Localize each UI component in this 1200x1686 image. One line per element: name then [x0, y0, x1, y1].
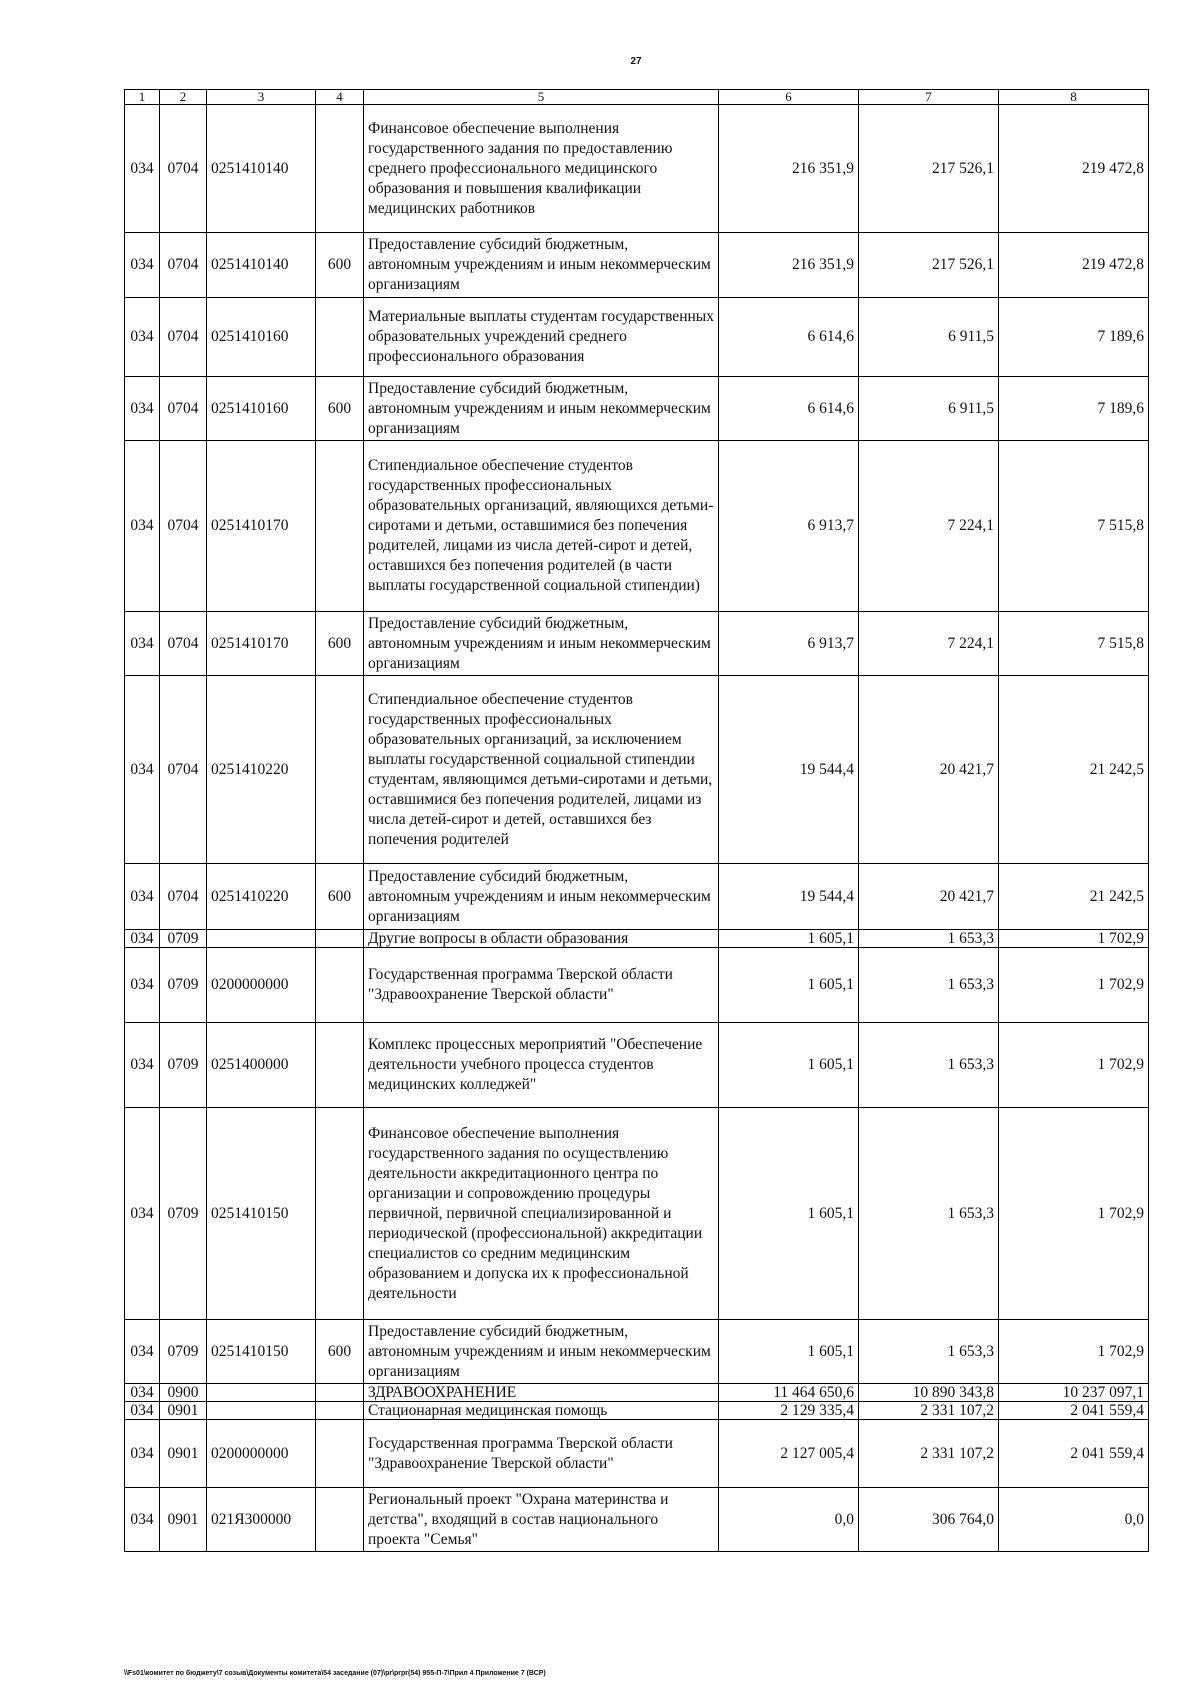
cell-amount-1: 1 605,1 [719, 1023, 859, 1108]
cell-target-item [207, 1384, 316, 1402]
cell-expense-type [316, 298, 364, 377]
cell-ministry: 034 [125, 1488, 160, 1552]
table-row [125, 441, 1149, 612]
cell-ministry: 034 [125, 441, 160, 612]
cell-amount-3: 219 472,8 [999, 105, 1149, 233]
cell-amount-1: 6 614,6 [719, 298, 859, 377]
cell-target-item: 0251410170 [207, 441, 316, 612]
cell-target-item: 0251410140 [207, 105, 316, 233]
cell-expense-type [316, 1023, 364, 1108]
cell-amount-3: 21 242,5 [999, 676, 1149, 864]
cell-ministry: 034 [125, 1402, 160, 1420]
cell-section: 0704 [160, 377, 207, 441]
cell-amount-2: 217 526,1 [859, 233, 999, 298]
cell-amount-2: 10 890 343,8 [859, 1384, 999, 1402]
cell-amount-1: 19 544,4 [719, 864, 859, 930]
cell-description: Материальные выплаты студентам государственных образовательных учреждений среднего профессионального образования [364, 298, 719, 377]
cell-section: 0704 [160, 233, 207, 298]
cell-ministry: 034 [125, 298, 160, 377]
table-row [125, 298, 1149, 377]
table-row [125, 612, 1149, 676]
cell-amount-1: 19 544,4 [719, 676, 859, 864]
cell-ministry: 034 [125, 612, 160, 676]
cell-amount-1: 1 605,1 [719, 948, 859, 1023]
cell-ministry: 034 [125, 105, 160, 233]
cell-amount-3: 219 472,8 [999, 233, 1149, 298]
cell-description: Другие вопросы в области образования [364, 930, 719, 948]
cell-section: 0709 [160, 930, 207, 948]
cell-expense-type [316, 1402, 364, 1420]
cell-target-item: 0251410150 [207, 1320, 316, 1384]
cell-expense-type [316, 1384, 364, 1402]
cell-amount-1: 6 614,6 [719, 377, 859, 441]
cell-amount-3: 1 702,9 [999, 1023, 1149, 1108]
table-row [125, 1023, 1149, 1108]
cell-amount-2: 1 653,3 [859, 1023, 999, 1108]
cell-target-item: 0251410140 [207, 233, 316, 298]
file-path-footer: \\Fs01\комитет по бюджету\7 созыв\Документы комитета\54 заседание (07)\pr\prpr(54) 955-П-7\Прил 4 Приложение 7 (ВСР) [124, 1670, 546, 1677]
cell-ministry: 034 [125, 1023, 160, 1108]
header-cell: 4 [316, 90, 364, 105]
budget-table [124, 89, 1149, 1552]
cell-amount-2: 1 653,3 [859, 1320, 999, 1384]
cell-description: Государственная программа Тверской области "Здравоохранение Тверской области" [364, 948, 719, 1023]
cell-amount-2: 20 421,7 [859, 864, 999, 930]
cell-amount-2: 1 653,3 [859, 1108, 999, 1320]
cell-target-item [207, 1402, 316, 1420]
header-cell: 3 [207, 90, 316, 105]
cell-amount-1: 6 913,7 [719, 612, 859, 676]
cell-target-item: 0251410220 [207, 864, 316, 930]
cell-target-item [207, 930, 316, 948]
cell-description: Комплекс процессных мероприятий "Обеспечение деятельности учебного процесса студентов медицинских колледжей" [364, 1023, 719, 1108]
cell-ministry: 034 [125, 864, 160, 930]
cell-section: 0901 [160, 1488, 207, 1552]
cell-amount-2: 7 224,1 [859, 441, 999, 612]
cell-amount-1: 216 351,9 [719, 233, 859, 298]
header-row [125, 90, 1149, 105]
cell-amount-3: 0,0 [999, 1488, 1149, 1552]
cell-ministry: 034 [125, 377, 160, 441]
cell-amount-1: 1 605,1 [719, 1108, 859, 1320]
table-row [125, 1488, 1149, 1552]
table-row [125, 1384, 1149, 1402]
table-row [125, 676, 1149, 864]
cell-amount-3: 10 237 097,1 [999, 1384, 1149, 1402]
cell-target-item: 0200000000 [207, 1420, 316, 1488]
cell-amount-1: 1 605,1 [719, 930, 859, 948]
cell-target-item: 0251400000 [207, 1023, 316, 1108]
cell-section: 0704 [160, 105, 207, 233]
cell-description: ЗДРАВООХРАНЕНИЕ [364, 1384, 719, 1402]
cell-amount-2: 7 224,1 [859, 612, 999, 676]
cell-amount-1: 0,0 [719, 1488, 859, 1552]
table-row [125, 377, 1149, 441]
cell-section: 0704 [160, 864, 207, 930]
cell-amount-3: 7 189,6 [999, 377, 1149, 441]
cell-section: 0709 [160, 1108, 207, 1320]
cell-section: 0709 [160, 1320, 207, 1384]
cell-section: 0709 [160, 948, 207, 1023]
table-row [125, 864, 1149, 930]
cell-amount-2: 2 331 107,2 [859, 1402, 999, 1420]
cell-description: Региональный проект "Охрана материнства и детства", входящий в состав национального проекта "Семья" [364, 1488, 719, 1552]
header-cell: 6 [719, 90, 859, 105]
cell-amount-2: 1 653,3 [859, 948, 999, 1023]
cell-expense-type: 600 [316, 233, 364, 298]
cell-expense-type: 600 [316, 864, 364, 930]
cell-amount-3: 2 041 559,4 [999, 1420, 1149, 1488]
header-cell: 2 [160, 90, 207, 105]
cell-ministry: 034 [125, 1320, 160, 1384]
cell-target-item: 0251410170 [207, 612, 316, 676]
cell-target-item: 0251410160 [207, 377, 316, 441]
table-row [125, 105, 1149, 233]
cell-expense-type: 600 [316, 1320, 364, 1384]
table-row [125, 948, 1149, 1023]
cell-amount-1: 1 605,1 [719, 1320, 859, 1384]
cell-amount-2: 20 421,7 [859, 676, 999, 864]
header-cell: 5 [364, 90, 719, 105]
cell-expense-type [316, 948, 364, 1023]
header-cell: 1 [125, 90, 160, 105]
cell-amount-2: 6 911,5 [859, 298, 999, 377]
cell-amount-3: 2 041 559,4 [999, 1402, 1149, 1420]
cell-ministry: 034 [125, 676, 160, 864]
cell-amount-1: 6 913,7 [719, 441, 859, 612]
cell-amount-3: 1 702,9 [999, 1320, 1149, 1384]
table-row [125, 233, 1149, 298]
cell-expense-type: 600 [316, 377, 364, 441]
cell-target-item: 021Я300000 [207, 1488, 316, 1552]
cell-target-item: 0251410220 [207, 676, 316, 864]
cell-amount-3: 7 189,6 [999, 298, 1149, 377]
cell-section: 0901 [160, 1420, 207, 1488]
cell-ministry: 034 [125, 948, 160, 1023]
cell-amount-2: 1 653,3 [859, 930, 999, 948]
cell-amount-2: 6 911,5 [859, 377, 999, 441]
cell-ministry: 034 [125, 233, 160, 298]
cell-description: Предоставление субсидий бюджетным, автономным учреждениям и иным некоммерческим организациям [364, 1320, 719, 1384]
cell-section: 0704 [160, 612, 207, 676]
cell-amount-1: 2 129 335,4 [719, 1402, 859, 1420]
header-cell: 7 [859, 90, 999, 105]
cell-description: Предоставление субсидий бюджетным, автономным учреждениям и иным некоммерческим организациям [364, 864, 719, 930]
cell-description: Стипендиальное обеспечение студентов государственных профессиональных образовательных организаций, являющихся детьми-сиротами и детьми, оставшимися без попечения родителей, лицами из числа детей-сирот и детей, оставшихся без попечения родителей (в части выплаты государственной социальной стипендии) [364, 441, 719, 612]
cell-description: Финансовое обеспечение выполнения государственного задания по осуществлению деятельности аккредитационного центра по организации и сопровождению процедуры первичной, первичной специализированной и периодической (профессиональной) аккредитации специалистов со средним медицинским образованием и допуска их к профессиональной деятельности [364, 1108, 719, 1320]
cell-section: 0900 [160, 1384, 207, 1402]
cell-ministry: 034 [125, 1108, 160, 1320]
table-row [125, 1402, 1149, 1420]
cell-description: Предоставление субсидий бюджетным, автономным учреждениям и иным некоммерческим организациям [364, 612, 719, 676]
cell-amount-3: 21 242,5 [999, 864, 1149, 930]
table-row [125, 1420, 1149, 1488]
cell-expense-type [316, 105, 364, 233]
cell-description: Стипендиальное обеспечение студентов государственных профессиональных образовательных организаций, за исключением выплаты государственной социальной стипендии студентам, являющимся детьми-сиротами и детьми, оставшимися без попечения родителей, лицами из числа детей-сирот и детей, оставшихся без попечения родителей [364, 676, 719, 864]
cell-target-item: 0251410150 [207, 1108, 316, 1320]
cell-expense-type [316, 1108, 364, 1320]
cell-expense-type [316, 1420, 364, 1488]
cell-amount-2: 217 526,1 [859, 105, 999, 233]
cell-ministry: 034 [125, 930, 160, 948]
cell-target-item: 0200000000 [207, 948, 316, 1023]
cell-section: 0709 [160, 1023, 207, 1108]
table-row [125, 1108, 1149, 1320]
cell-amount-1: 11 464 650,6 [719, 1384, 859, 1402]
cell-section: 0704 [160, 298, 207, 377]
table-row [125, 930, 1149, 948]
cell-section: 0704 [160, 676, 207, 864]
cell-expense-type: 600 [316, 612, 364, 676]
cell-expense-type [316, 930, 364, 948]
cell-description: Предоставление субсидий бюджетным, автономным учреждениям и иным некоммерческим организациям [364, 377, 719, 441]
cell-amount-1: 2 127 005,4 [719, 1420, 859, 1488]
cell-section: 0901 [160, 1402, 207, 1420]
cell-amount-1: 216 351,9 [719, 105, 859, 233]
cell-amount-2: 306 764,0 [859, 1488, 999, 1552]
cell-section: 0704 [160, 441, 207, 612]
page-number: 27 [630, 56, 642, 67]
cell-expense-type [316, 441, 364, 612]
cell-amount-3: 1 702,9 [999, 1108, 1149, 1320]
cell-amount-3: 1 702,9 [999, 930, 1149, 948]
cell-amount-3: 7 515,8 [999, 441, 1149, 612]
cell-ministry: 034 [125, 1384, 160, 1402]
cell-description: Государственная программа Тверской области "Здравоохранение Тверской области" [364, 1420, 719, 1488]
cell-description: Предоставление субсидий бюджетным, автономным учреждениям и иным некоммерческим организациям [364, 233, 719, 298]
cell-description: Финансовое обеспечение выполнения государственного задания по предоставлению среднего профессионального медицинского образования и повышения квалификации медицинских работников [364, 105, 719, 233]
cell-target-item: 0251410160 [207, 298, 316, 377]
cell-amount-2: 2 331 107,2 [859, 1420, 999, 1488]
cell-amount-3: 1 702,9 [999, 948, 1149, 1023]
table-row [125, 1320, 1149, 1384]
cell-expense-type [316, 676, 364, 864]
header-cell: 8 [999, 90, 1149, 105]
cell-ministry: 034 [125, 1420, 160, 1488]
cell-expense-type [316, 1488, 364, 1552]
cell-amount-3: 7 515,8 [999, 612, 1149, 676]
cell-description: Стационарная медицинская помощь [364, 1402, 719, 1420]
